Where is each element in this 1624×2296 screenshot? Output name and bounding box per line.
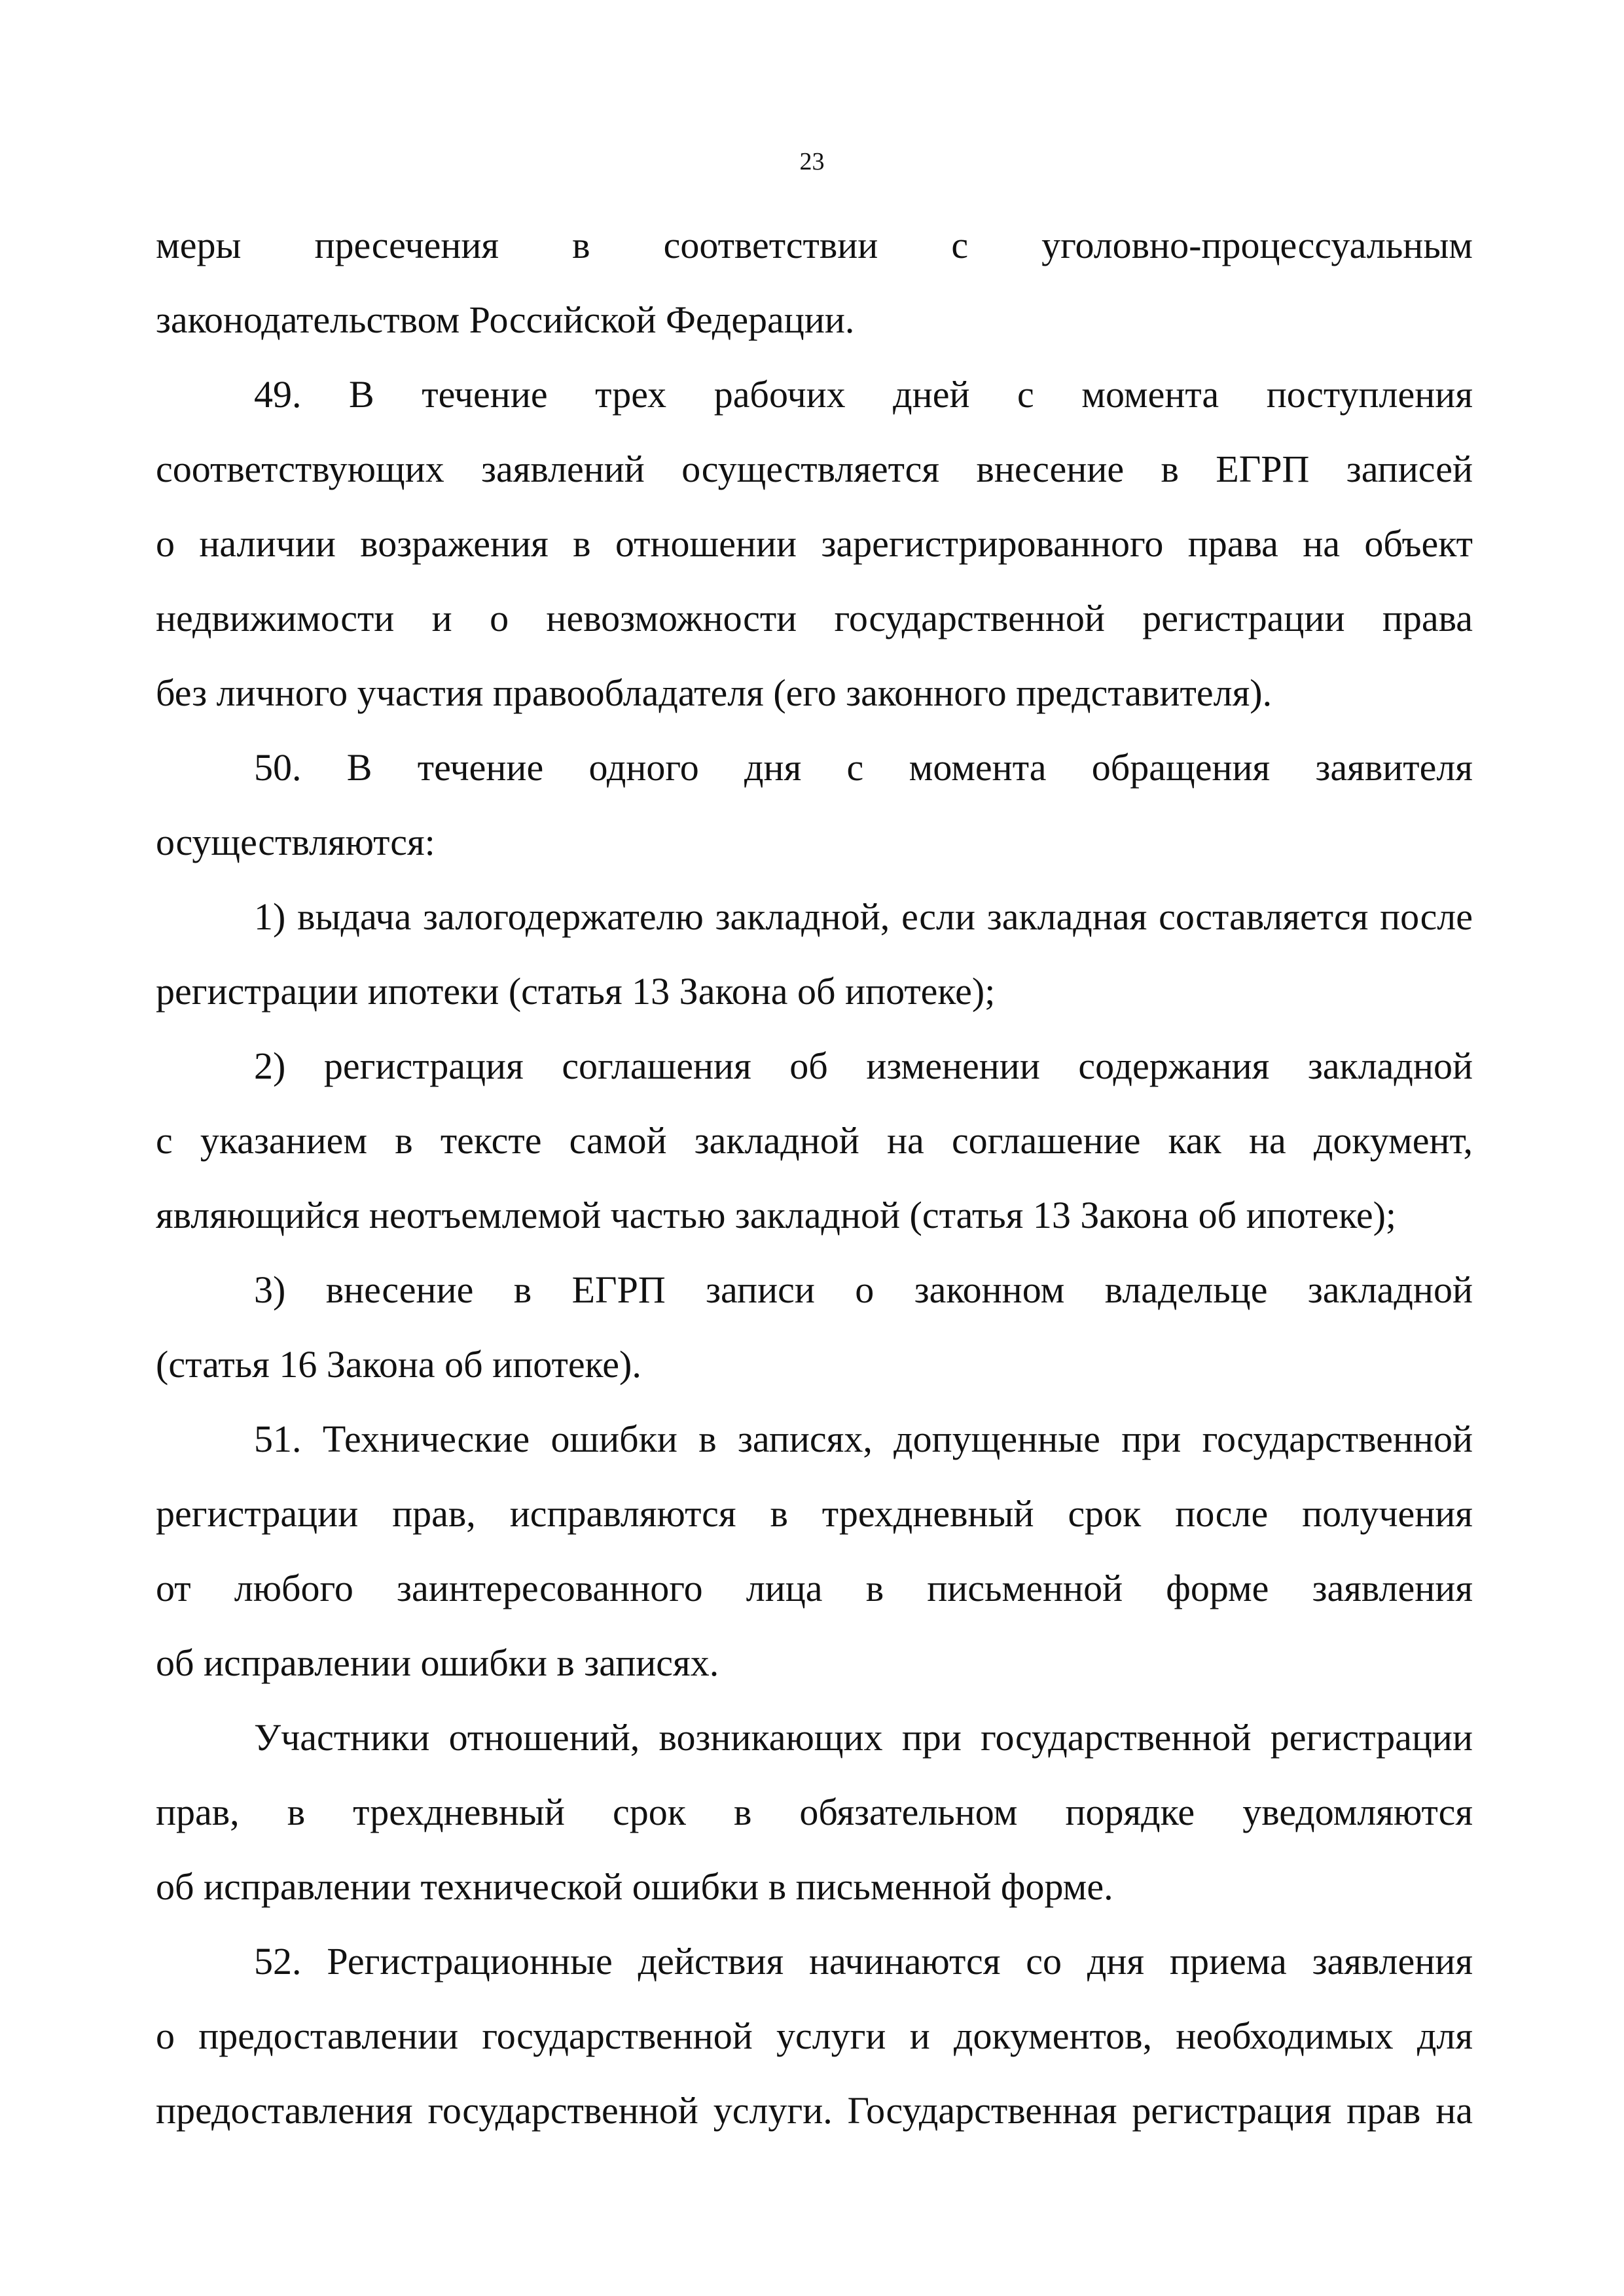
text-line: регистрации ипотеки (статья 13 Закона об ипотеке); <box>156 970 996 1013</box>
text-line: недвижимости и о невозможности государственной регистрации права <box>156 597 1473 639</box>
text-line: меры пресечения в соответствии с уголовно-процессуальным <box>156 224 1473 266</box>
text-line: являющийся неотъемлемой частью закладной (статья 13 Закона об ипотеке); <box>156 1194 1396 1236</box>
text-line: предоставления государственной услуги. Государственная регистрация прав на <box>156 2089 1473 2132</box>
paragraph-51 <box>156 1402 1473 1700</box>
text-line: регистрации прав, исправляются в трехдневный срок после получения <box>156 1492 1473 1535</box>
text-line: законодательством Российской Федерации. <box>156 298 855 341</box>
text-line: 52. Регистрационные действия начинаются со дня приема заявления <box>254 1940 1473 1982</box>
text-line: соответствующих заявлений осуществляется внесение в ЕГРП записей <box>156 448 1473 490</box>
text-line: 49. В течение трех рабочих дней с момента поступления <box>254 373 1473 416</box>
text-line: с указанием в тексте самой закладной на соглашение как на документ, <box>156 1119 1473 1162</box>
text-line: о наличии возражения в отношении зарегистрированного права на объект <box>156 522 1473 565</box>
text-line: 2) регистрация соглашения об изменении содержания закладной <box>254 1045 1473 1087</box>
text-line: осуществляются: <box>156 821 435 863</box>
paragraph-52 <box>156 1924 1473 2148</box>
text-line: 1) выдача залогодержателю закладной, если закладная составляется после <box>254 895 1473 938</box>
text-line: (статья 16 Закона об ипотеке). <box>156 1343 641 1386</box>
list-item-2 <box>156 1029 1473 1253</box>
text-line: о предоставлении государственной услуги и документов, необходимых для <box>156 2015 1473 2057</box>
text-line: 3) внесение в ЕГРП записи о законном владельце закладной <box>254 1268 1473 1311</box>
text-line: Участники отношений, возникающих при государственной регистрации <box>254 1716 1473 1759</box>
text-line: 50. В течение одного дня с момента обращения заявителя <box>254 746 1473 789</box>
paragraph-continuation <box>156 208 1473 357</box>
text-line: без личного участия правообладателя (его законного представителя). <box>156 672 1272 714</box>
document-body <box>156 208 1473 2148</box>
list-item-1 <box>156 880 1473 1029</box>
text-line: 51. Технические ошибки в записях, допущенные при государственной <box>254 1418 1473 1460</box>
text-line: об исправлении технической ошибки в письменной форме. <box>156 1865 1113 1908</box>
page-number: 23 <box>799 148 825 175</box>
paragraph-participants <box>156 1700 1473 1924</box>
paragraph-50 <box>156 730 1473 880</box>
text-line: от любого заинтересованного лица в письменной форме заявления <box>156 1567 1473 1609</box>
text-line: прав, в трехдневный срок в обязательном порядке уведомляются <box>156 1791 1473 1833</box>
text-line: об исправлении ошибки в записях. <box>156 1641 719 1684</box>
list-item-3 <box>156 1253 1473 1402</box>
paragraph-49 <box>156 357 1473 730</box>
